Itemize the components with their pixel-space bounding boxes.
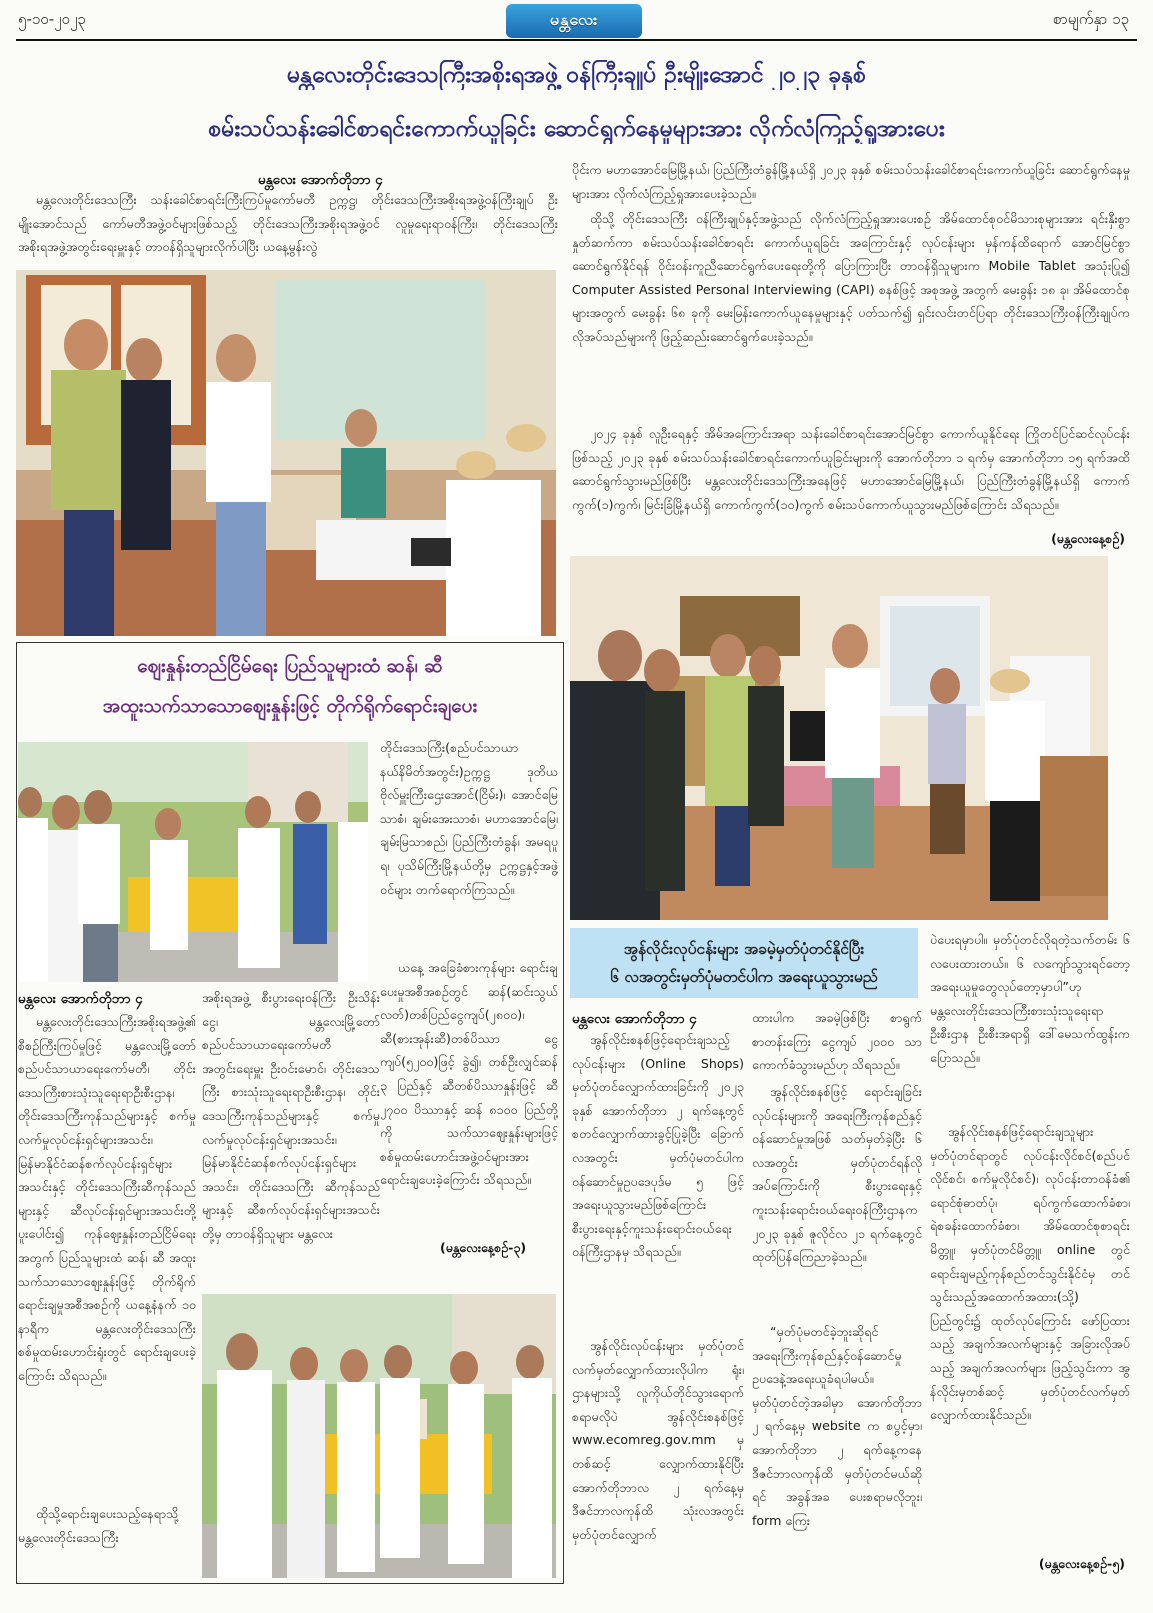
masthead-title: မန္တလေး <box>549 10 599 29</box>
lead-paragraph-1: မန္တလေးတိုင်းဒေသကြီး သန်းခေါင်စာရင်းကြီးကြပ်မှုကော်မတီ ဥက္ကဋ္ဌ၊ တိုင်းဒေသကြီးအစိုးရအဖွဲ့ဝန်ကြီးချုပ် ဦးမျိုးအောင်သည် ကော်မတီအဖွဲ့ဝင်များဖြစ်သည့် တိုင်းဒေသကြီးအစိုးရအဖွဲ့ဝင် လူမှုရေးရာဝန်ကြီး၊ တိုင်းဒေသကြီးအစိုးရအဖွဲ့အတွင်းရေးမှူးနှင့် တာဝန်ရှိသူများလိုက်ပါပြီး ယနေ့မွန်းလွဲ <box>18 192 558 255</box>
page-number: စာမျက်နှာ ၁၃ <box>1053 10 1129 28</box>
market-headline-line2: အထူးသက်သာသောဈေးနှုန်းဖြင့် တိုက်ရိုက်ရောင်းချပေး <box>102 695 478 717</box>
online-column-1: အွန်လိုင်းစနစ်ဖြင့်ရောင်းချသည့် လုပ်ငန်းများ (Online Shops) မှတ်ပုံတင်လျှောက်ထားခြင်းကို ၂၀၂၃ ခုနှစ် အောက်တိုဘာ ၂ ရက်နေ့တွင် စတင်လျှောက်ထားခွင့်ပြုခဲ့ပြီး ခြောက်လအတွင်း မှတ်ပုံမတင်ပါက ဝန်ဆောင်မှုဥပဒေပုဒ်မ ၅ ဖြင့် အရေးယူသွားမည်ဖြစ်ကြောင်း စီးပွားရေးနှင့်ကူးသန်းရောင်းဝယ်ရေးဝန်ကြီးဌာနမှ သိရသည်။ <box>572 1032 744 1260</box>
lead-photo-interview <box>16 270 556 636</box>
online-column-3: ပဲပေးရမှာပါ။ မှတ်ပုံတင်လိုရတဲ့သက်တမ်း ၆ လပေးထားတယ်။ ၆ လကျော်သွားရင်တော့ အရေးယူမှုတွေလုပ်တော့မှာပါ”ဟု မန္တလေးတိုင်းဒေသကြီးစားသုံးသူရေးရာဦးစီးဌာန ဦးစီးအရာရှိ ဒေါ်မေသက်ထွန်းက ပြောသည်။ <box>930 932 1130 1065</box>
online-credit: (မန္တလေးနေ့စဉ်-၅) <box>1038 1556 1125 1571</box>
masthead-logo <box>506 4 642 38</box>
market-side-text: တိုင်းဒေသကြီး(စည်ပင်သာယာနယ်နိမိတ်အတွင်း)ဥက္ကဋ္ဌ ဒုတိယဗိုလ်မှူးကြီးဌေးအောင်(ငြိမ်း)၊ အောင်မြေသာစံ၊ ချမ်းအေးသာစံ၊ မဟာအောင်မြေ၊ ချမ်းမြသာစည်၊ ပြည်ကြီးတံခွန်၊ အမရပူရ၊ ပုသိမ်ကြီးမြို့နယ်တို့မှ ဥက္ကဋ္ဌနှင့်အဖွဲ့ဝင်များ တက်ရောက်ကြသည်။ <box>380 740 558 897</box>
lead-paragraph-2: ပိုင်းက မဟာအောင်မြေမြို့နယ်၊ ပြည်ကြီးတံခွန်မြို့နယ်ရှိ ၂၀၂၃ ခုနှစ် စမ်းသပ်သန်းခေါင်စာရင်းကောက်ယူခြင်း ဆောင်ရွက်နေမှုများအား လိုက်လံကြည့်ရှုအားပေးခဲ့သည်။ <box>572 162 1130 201</box>
lead-headline-line2: စမ်းသပ်သန်းခေါင်စာရင်းကောက်ယူခြင်း ဆောင်ရွက်နေမှုများအား လိုက်လံကြည့်ရှုအားပေး <box>208 116 945 142</box>
lead-credit: (မန္တလေးနေ့စဉ်) <box>1051 531 1125 546</box>
header-rule <box>16 39 1137 41</box>
lead-paragraph-4: ၂၀၂၄ ခုနှစ် လူဦးရေနှင့် အိမ်အကြောင်းအရာ သန်းခေါင်စာရင်းအောင်မြင်စွာ ကောက်ယူနိုင်ရေး ကြိုတင်ပြင်ဆင်လုပ်ငန်းဖြစ်သည့် ၂၀၂၃ ခုနှစ် စမ်းသပ်သန်းခေါင်စာရင်းကောက်ယူခြင်းများကို အောက်တိုဘာ ၁ ရက်မှ အောက်တိုဘာ ၁၅ ရက်အထိ ဆောင်ရွက်သွားမည်ဖြစ်ပြီး မန္တလေးတိုင်းဒေသကြီးအနေဖြင့် မဟာအောင်မြေမြို့နယ်၊ ပြည်ကြီးတံခွန်မြို့နယ်ရှိ ကောက်ကွက်(၁)ကွက်၊ မြင်းခြံမြို့နယ်ရှိ ကောက်ကွက်(၁၀)ကွက် စမ်းသပ်ကောက်ယူသွားမည်ဖြစ်ကြောင်း သိရသည်။ <box>572 426 1130 512</box>
market-column-1b: ထိုသို့ရောင်းချပေးသည့်နေရာသို့ မန္တလေးတိုင်းဒေသကြီး <box>18 1506 179 1545</box>
market-credit: (မန္တလေးနေ့စဉ်-၃) <box>440 1240 527 1255</box>
online-column-1b: အွန်လိုင်းလုပ်ငန်းများ မှတ်ပုံတင်လက်မှတ်လျှောက်ထားလိုပါက ရုံး၊ ဌာနများသို့ လူကိုယ်တိုင်သွားရောက်စရာမလိုပဲ အွန်လိုင်းစနစ်ဖြင့် www.ecomreg.gov.mm မှတစ်ဆင့် လျှောက်ထားနိုင်ပြီး အောက်တိုဘာလ ၂ ရက်နေ့မှ ဒီဇင်ဘာလကုန်ထိ သုံးလအတွင်း မှတ်ပုံတင်လျှောက် <box>572 1338 744 1542</box>
market-photo-handover <box>202 1294 556 1578</box>
lead-byline: မန္တလေး အောက်တိုဘာ ၄ <box>258 172 383 188</box>
market-column-1: မန္တလေးတိုင်းဒေသကြီးအစိုးရအဖွဲ့၏ စီစဉ်ကြီးကြပ်မှုဖြင့် မန္တလေးမြို့တော်စည်ပင်သာယာရေးကော်မတီ၊ တိုင်းဒေသကြီးစားသုံးသူရေးရာဦးစီးဌာန၊ တိုင်းဒေသကြီးကုန်သည်များနှင့် စက်မှုလက်မှုလုပ်ငန်းရှင်များအသင်း၊ မြန်မာနိုင်ငံဆန်စက်လုပ်ငန်းရှင်များအသင်းနှင့် တိုင်းဒေသကြီးဆီကုန်သည်များနှင့် ဆီလုပ်ငန်းရှင်များအသင်းတို့ ပူးပေါင်း၍ ကုန်ဈေးနှုန်းတည်ငြိမ်ရေးအတွက် ပြည်သူများထံ ဆန်၊ ဆီ အထူးသက်သာသောဈေးနှုန်းဖြင့် တိုက်ရိုက်ရောင်းချမှုအစီအစဉ်ကို ယနေ့နံနက် ၁၀ နာရီက မန္တလေးတိုင်းဒေသကြီးစစ်မှုထမ်းဟောင်းရုံးတွင် ရောင်းချပေးခဲ့ကြောင်း သိရသည်။ <box>18 1014 196 1383</box>
online-column-2c: “မှတ်ပုံမတင်ခဲ့ဘူးဆိုရင် အရေးကြီးကုန်စည်နှင့်ဝန်ဆောင်မှုဥပဒေနဲ့အရေးယူခံရပါမယ်။ မှတ်ပုံတင်တဲ့အခါမှာ အောက်တိုဘာ ၂ ရက်နေ့မှ website က စပွင့်မှာ၊ အောက်တိုဘာ ၂ ရက်နေ့ကနေ ဒီဇင်ဘာလကုန်ထိ မှတ်ပုံတင်မယ်ဆိုရင် အခွန်အခ ပေးစရာမလိုဘူး၊ form ကြေး <box>752 1324 922 1528</box>
lead-headline-line1: မန္တလေးတိုင်းဒေသကြီးအစိုးရအဖွဲ့ ဝန်ကြီးချုပ် ဦးမျိုးအောင် ၂၀၂၃ ခုနှစ် <box>287 62 866 88</box>
market-headline-line1: ဈေးနှုန်းတည်ငြိမ်ရေး ပြည်သူများထံ ဆန်၊ ဆီ <box>137 655 443 677</box>
lead-paragraph-3: ထိုသို့ တိုင်းဒေသကြီး ဝန်ကြီးချုပ်နှင့်အဖွဲ့သည် လိုက်လံကြည့်ရှုအားပေးစဉ် အိမ်ထောင်စုဝင်မိသားစုများအား ရင်းနှီးစွာ နှုတ်ဆက်ကာ စမ်းသပ်သန်းခေါင်စာရင်း ကောက်ယူရခြင်း အကြောင်းနှင့် လုပ်ငန်းများ မှန်ကန်ထိရောက် အောင်မြင်စွာ ဆောင်ရွက်နိုင်ရန် ဝိုင်းဝန်းကူညီဆောင်ရွက်ပေးရေးတို့ကို ပြောကြားပြီး တာဝန်ရှိသူများက Mobile Tablet အသုံးပြု၍ Computer Assisted Personal Interviewing (CAPI) စနစ်ဖြင့် အစုအဖွဲ့ အတွက် မေးခွန်း ၁၈ ခု၊ အိမ်ထောင်စုများအတွက် မေးခွန်း ၆၈ ခုကို မေးမြန်းကောက်ယူနေမှုများနှင့် ပတ်သက်၍ ရှင်းလင်းတင်ပြရာ တိုင်းဒေသကြီးဝန်ကြီးချုပ်က လိုအပ်သည်များကို ဖြည့်ဆည်းဆောင်ရွက်ပေးခဲ့သည်။ <box>572 211 1130 344</box>
market-column-2: အစိုးရအဖွဲ့ စီးပွားရေးဝန်ကြီး ဦးသိန်းငွေ၊ မန္တလေးမြို့တော် စည်ပင်သာယာရေးကော်မတီ အတွင်းရေးမှူး ဦးဝင်းမောင်၊ တိုင်းဒေသကြီး စားသုံးသူရေးရာဦးစီးဌာန၊ တိုင်းဒေသကြီးကုန်သည်များနှင့် စက်မှုလက်မှုလုပ်ငန်းရှင်များအသင်း၊ မြန်မာနိုင်ငံဆန်စက်လုပ်ငန်းရှင်များအသင်း၊ တိုင်းဒေသကြီး ဆီကုန်သည်များနှင့် ဆီစက်လုပ်ငန်းရှင်များအသင်းတို့မှ တာဝန်ရှိသူများ မန္တလေး <box>202 990 380 1241</box>
market-photo-sale <box>18 742 368 982</box>
lead-photo-household-visit <box>570 556 1108 920</box>
market-byline: မန္တလေး အောက်တိုဘာ ၄ <box>18 991 143 1007</box>
issue-date: ၅-၁၀-၂၀၂၃ <box>18 10 86 28</box>
market-side-text-2: ယနေ့ အခြေခံစားကုန်များ ရောင်းချပေးမှုအစီအစဉ်တွင် ဆန်(ဆင်းသွယ်လတ်)တစ်ပြည်ငွေကျပ်(၂၈၀၀)၊ ဆီ(စားအုန်းဆီ)တစ်ပိဿာ ငွေကျပ်(၅၂၀၀)ဖြင့် ခွဲ၍၊ တစ်ဦးလျှင်ဆန် ၃ ပြည်နှင့် ဆီတစ်ပိဿာနှုန်းဖြင့် ဆီ ၂၇၀၀ ပိဿာနှင့် ဆန် ၈၁၀၀ ပြည်တို့ကို သက်သာဈေးနှုန်းများဖြင့် စစ်မှုထမ်းဟောင်းအဖွဲ့ဝင်များအား ရောင်းချပေးခဲ့ကြောင်း သိရသည်။ <box>380 960 558 1188</box>
online-column-2b: အွန်လိုင်းစနစ်ဖြင့် ရောင်းချခြင်းလုပ်ငန်းများကို အရေးကြီးကုန်စည်နှင့်ဝန်ဆောင်မှုအဖြစ် သတ်မှတ်ခဲ့ပြီး ၆ လအတွင်း မှတ်ပုံတင်ရန်လိုအပ်ကြောင်းကို စီးပွားရေးနှင့်ကူးသန်းရောင်းဝယ်ရေးဝန်ကြီးဌာနက ၂၀၂၃ ခုနှစ် ဇူလိုင်လ ၂၁ ရက်နေ့တွင် ထုတ်ပြန်ကြေညာခဲ့သည်။ <box>752 1084 922 1265</box>
online-byline: မန္တလေး အောက်တိုဘာ ၄ <box>572 1011 697 1027</box>
online-column-2: ထားပါက အခမဲ့ဖြစ်ပြီး စာရွက်စာတန်းကြေး ငွေကျပ် ၂၀၀၀ သာ ကောက်ခံသွားမည်ဟု သိရသည်။ <box>752 1010 922 1073</box>
online-headline-line2: ၆ လအတွင်းမှတ်ပုံမတင်ပါက အရေးယူသွားမည် <box>610 968 878 986</box>
online-column-3b: အွန်လိုင်းစနစ်ဖြင့်ရောင်းချသူများ မှတ်ပုံတင်ရာတွင် လုပ်ငန်းလိုင်စင်(စည်ပင်လိုင်စင်၊ စက်မှုလိုင်စင်)၊ လုပ်ငန်းတာဝန်ခံ၏ ရောင်စုံဓာတ်ပုံ၊ ရပ်ကွက်ထောက်ခံစာ၊ ရဲစခန်းထောက်ခံစာ၊ အိမ်ထောင်စုစာရင်းမိတ္တူ၊ မှတ်ပုံတင်မိတ္တူ၊ online တွင် ရောင်းချမည့်ကုန်စည်တင်သွင်းနိုင်ငံမှ တင်သွင်းသည့်အထောက်အထား(သို့) ပြည်တွင်း၌ ထုတ်လုပ်ကြောင်း ဖော်ပြထားသည့် အချက်အလက်များနှင့် အခြားလိုအပ်သည့် အချက်အလက်များ ဖြည့်သွင်းကာ အွန်လိုင်းမှတစ်ဆင့် မှတ်ပုံတင်လက်မှတ်လျှောက်ထားနိုင်သည်။ <box>930 1124 1130 1423</box>
online-headline-line1: အွန်လိုင်းလုပ်ငန်းများ အခမဲ့မှတ်ပုံတင်နိုင်ပြီး <box>623 940 865 958</box>
online-headline <box>570 928 918 998</box>
